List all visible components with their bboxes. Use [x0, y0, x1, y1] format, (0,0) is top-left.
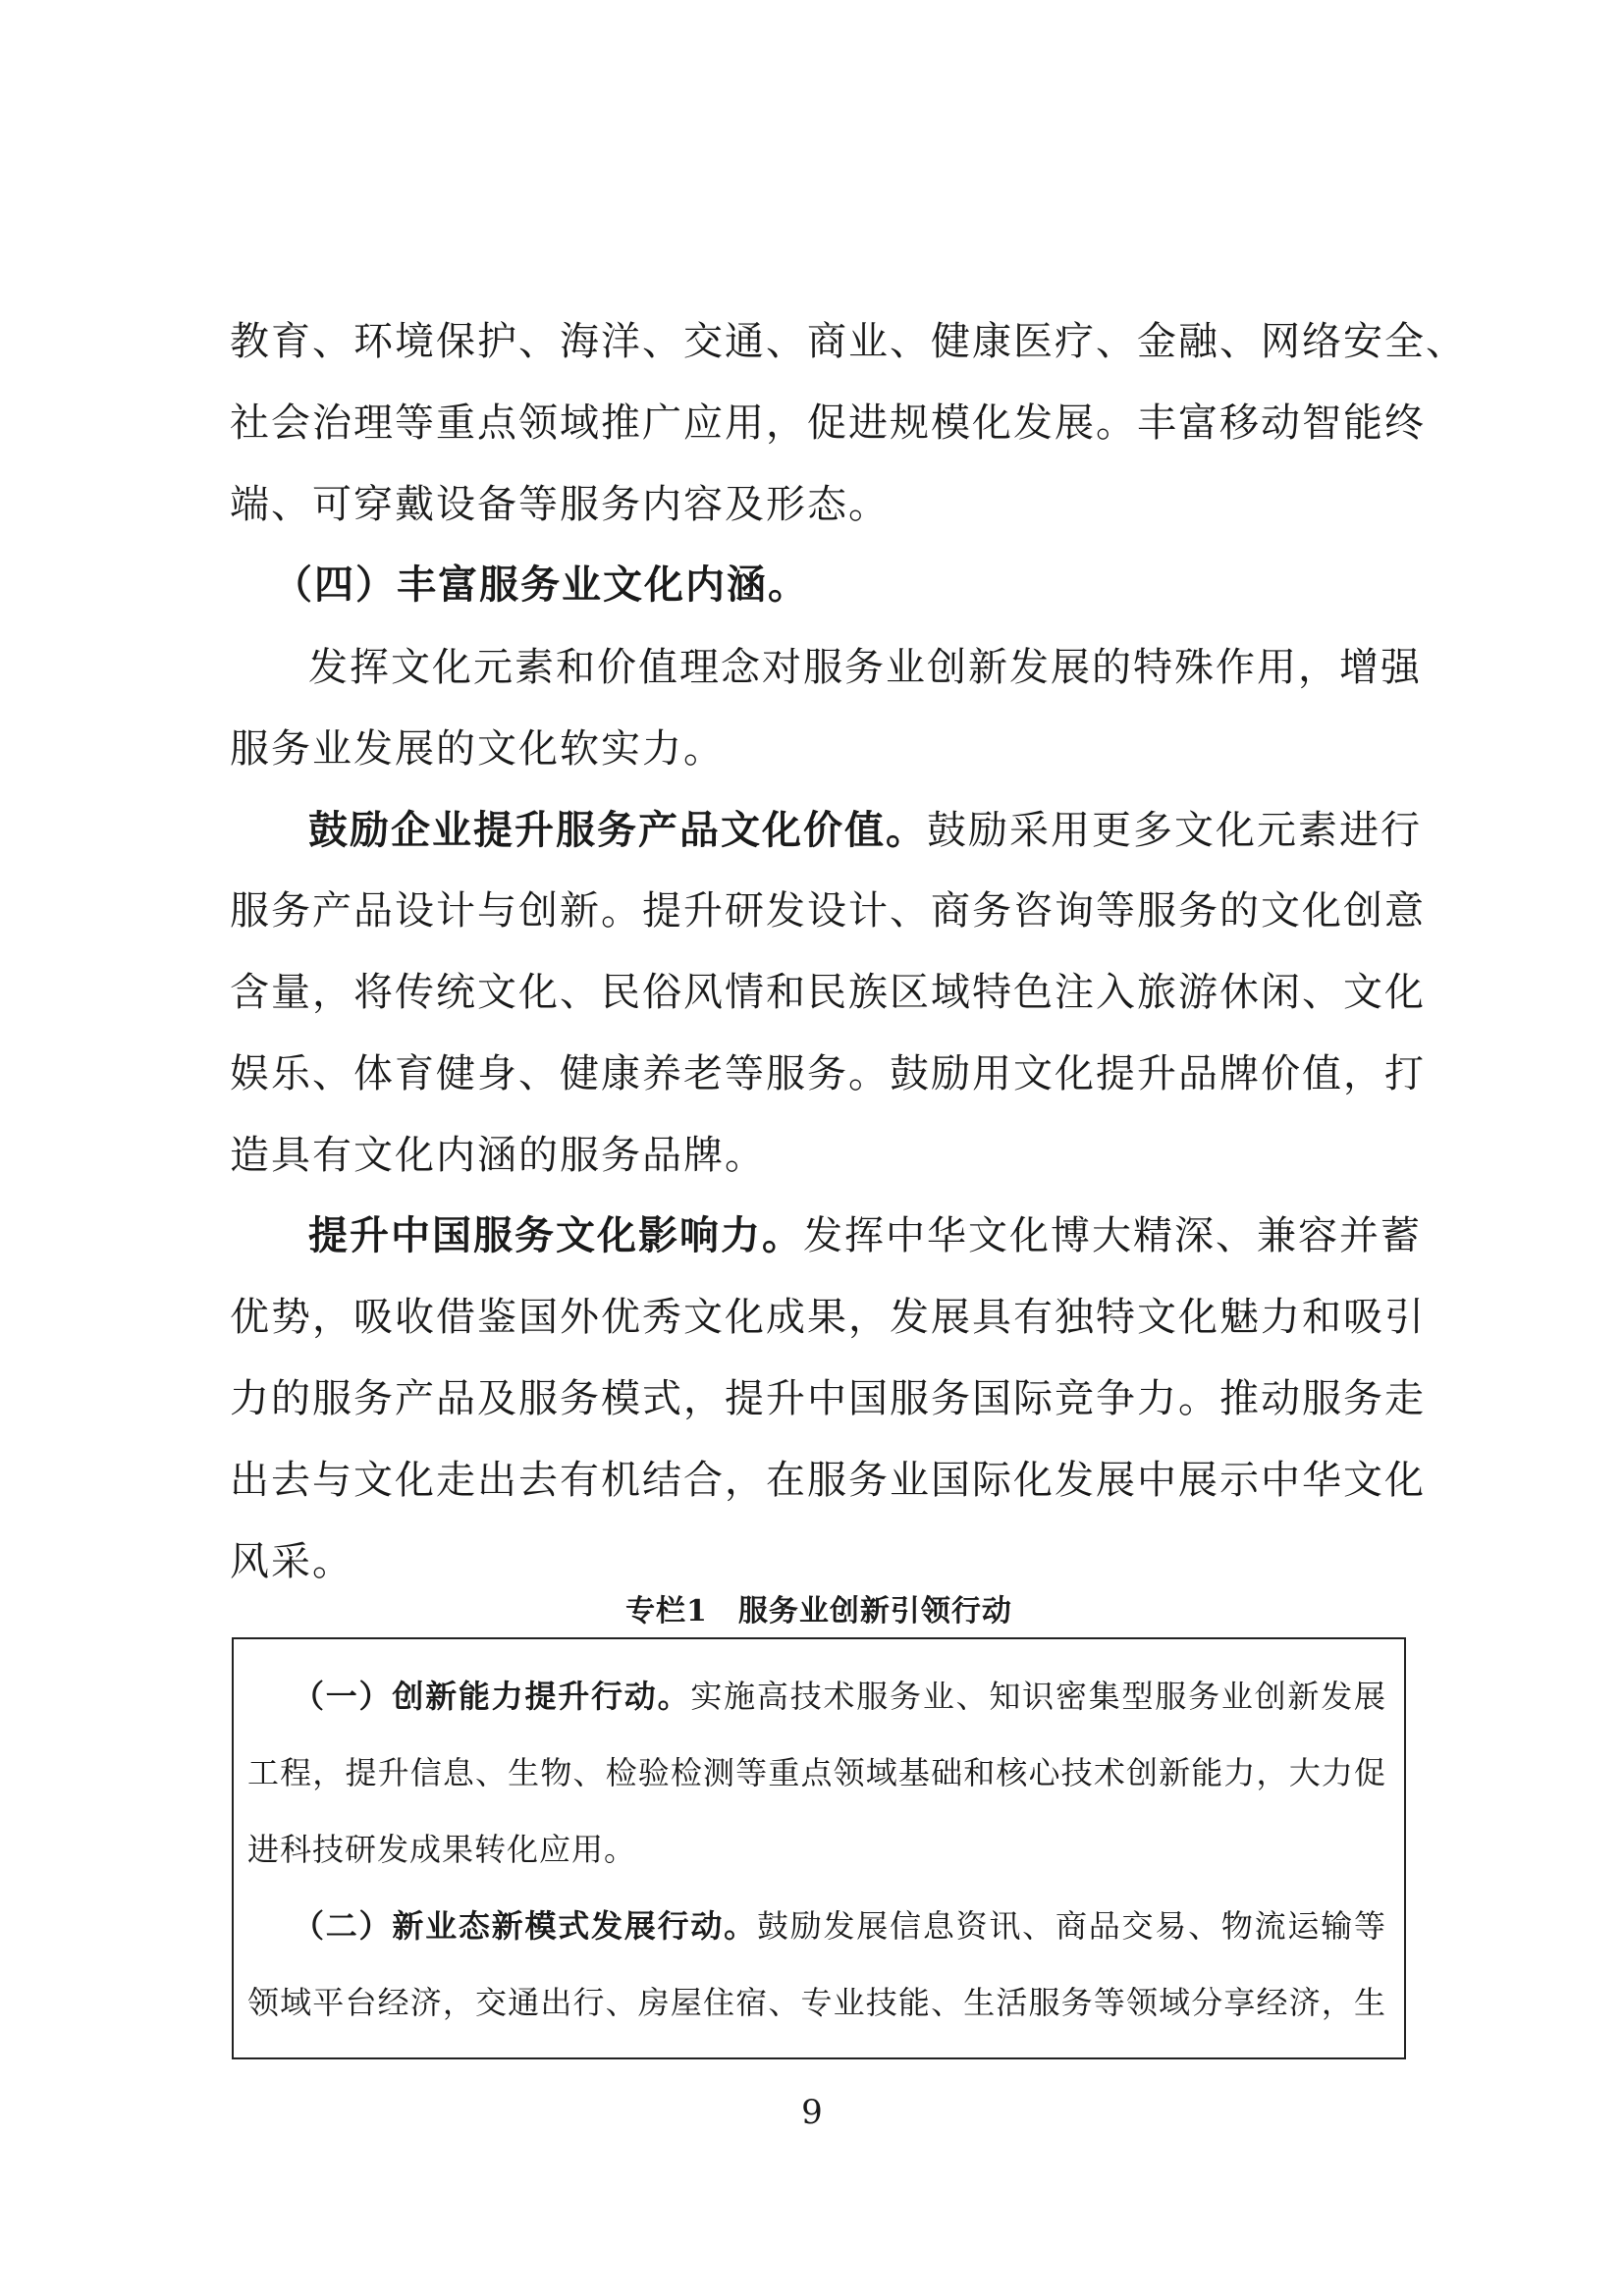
box-item-first-line — [293, 1673, 1386, 1720]
text-line: 发挥文化元素和价值理念对服务业创新发展的特殊作用，增强 — [308, 645, 1422, 690]
text-line: 风采。 — [230, 1539, 353, 1584]
text-line: 服务产品设计与创新。提升研发设计、商务咨询等服务的文化创意 — [230, 888, 1426, 934]
text-line: 出去与文化走出去有机结合，在服务业国际化发展中展示中华文化 — [230, 1458, 1426, 1503]
page-number: 9 — [801, 2093, 823, 2132]
box-title: 专栏1 服务业创新引领行动 — [625, 1594, 1012, 1629]
box-text-line: 领域平台经济，交通出行、房屋住宿、专业技能、生活服务等领域分享经济，生 — [247, 1984, 1386, 2021]
text-line: 娱乐、体育健身、健康养老等服务。鼓励用文化提升品牌价值，打 — [230, 1051, 1426, 1096]
info-box — [232, 1637, 1406, 2059]
text-line: 服务业发展的文化软实力。 — [230, 726, 725, 772]
text-line: 造具有文化内涵的服务品牌。 — [230, 1133, 766, 1178]
text-line: 含量，将传统文化、民俗风情和民族区域特色注入旅游休闲、文化 — [230, 970, 1426, 1015]
text-line: 优势，吸收借鉴国外优秀文化成果，发展具有独特文化魅力和吸引 — [230, 1295, 1426, 1340]
box-item-first-line — [293, 1902, 1386, 1949]
paragraph-text: 鼓励采用更多文化元素进行 — [927, 808, 1422, 853]
paragraph-first-line — [308, 1206, 1422, 1265]
paragraph-text: 发挥中华文化博大精深、兼容并蓄 — [803, 1213, 1422, 1258]
paragraph-lead: 提升中国服务文化影响力。 — [308, 1212, 803, 1258]
paragraph-first-line — [308, 801, 1422, 860]
box-item-lead: （二）新业态新模式发展行动。 — [293, 1907, 757, 1945]
box-text-line: 进科技研发成果转化应用。 — [247, 1831, 637, 1868]
box-item-text: 实施高技术服务业、知识密集型服务业创新发展 — [690, 1678, 1386, 1715]
section-heading: （四）丰富服务业文化内涵。 — [273, 561, 809, 608]
text-line: 教育、环境保护、海洋、交通、商业、健康医疗、金融、网络安全、 — [230, 319, 1467, 364]
box-text-line: 工程，提升信息、生物、检验检测等重点领域基础和核心技术创新能力，大力促 — [247, 1754, 1386, 1791]
box-item-text: 鼓励发展信息资讯、商品交易、物流运输等 — [756, 1907, 1386, 1945]
box-item-lead: （一）创新能力提升行动。 — [293, 1678, 691, 1715]
text-line: 端、可穿戴设备等服务内容及形态。 — [230, 482, 890, 527]
paragraph-lead: 鼓励企业提升服务产品文化价值。 — [308, 807, 927, 853]
text-line: 社会治理等重点领域推广应用，促进规模化发展。丰富移动智能终 — [230, 400, 1426, 446]
text-line: 力的服务产品及服务模式，提升中国服务国际竞争力。推动服务走 — [230, 1376, 1426, 1421]
